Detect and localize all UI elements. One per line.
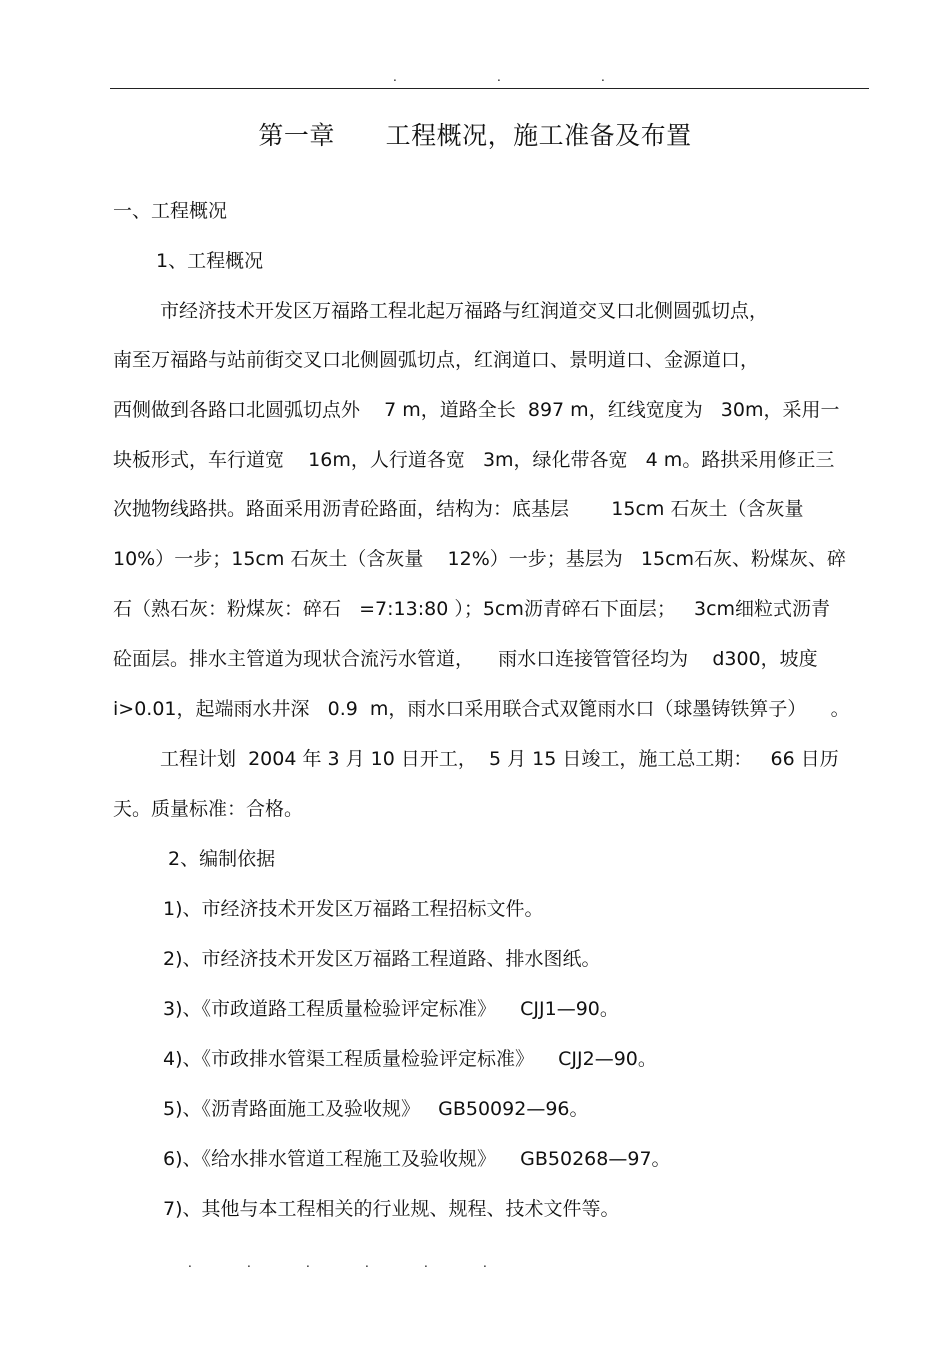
subsection-heading: 1、工程概况 [156,250,264,272]
footer-dot: . [306,1256,310,1270]
footer-dot: . [483,1256,487,1270]
header-dot: . [393,70,397,84]
footer-dot: . [365,1256,369,1270]
overview-line: 石（熟石灰：粉煤灰：碎石 =7:13:80 ）；5cm沥青碎石下面层； 3cm细粒式沥青 [113,598,831,620]
basis-item: 5)、《沥青路面施工及验收规》 GB50092—96。 [163,1098,589,1120]
section-heading: 一、工程概况 [113,200,228,222]
overview-line: 南至万福路与站前街交叉口北侧圆弧切点，红润道口、景明道口、金源道口， [113,349,760,371]
basis-item: 7)、其他与本工程相关的行业规、规程、技术文件等。 [163,1198,620,1220]
basis-item: 1)、市经济技术开发区万福路工程招标文件。 [163,898,544,920]
header-dot: . [601,70,605,84]
overview-line: 市经济技术开发区万福路工程北起万福路与红润道交叉口北侧圆弧切点， [160,300,769,322]
overview-line: 次抛物线路拱。路面采用沥青砼路面，结构为：底基层 15cm 石灰土（含灰量 [113,498,804,520]
schedule-line: 天。质量标准：合格。 [113,798,304,820]
overview-line: 西侧做到各路口北圆弧切点外 7 m，道路全长 897 m，红线宽度为 30m，采用一 [113,399,840,421]
header-dots [0,70,950,84]
basis-item: 3)、《市政道路工程质量检验评定标准》 CJJ1—90。 [163,998,619,1020]
header-dot: . [497,70,501,84]
overview-line: 10%）一步；15cm 石灰土（含灰量 12%）一步；基层为 15cm石灰、粉煤灰、碎 [113,548,847,570]
basis-item: 6)、《给水排水管道工程施工及验收规》 GB50268—97。 [163,1148,671,1170]
page-title: 第一章 工程概况，施工准备及布置 [258,121,692,150]
overview-line: 块板形式，车行道宽 16m，人行道各宽 3m，绿化带各宽 4 m。路拱采用修正三 [113,449,835,471]
basis-item: 4)、《市政排水管渠工程质量检验评定标准》 CJJ2—90。 [163,1048,657,1070]
footer-dot: . [247,1256,251,1270]
overview-line: 砼面层。排水主管道为现状合流污水管道， 雨水口连接管管径均为 d300，坡度 [113,648,818,670]
schedule-line: 工程计划 2004 年 3 月 10 日开工， 5 月 15 日竣工，施工总工期： 66 日历 [160,748,839,770]
overview-line: i>0.01，起端雨水井深 0.9 m，雨水口采用联合式双篦雨水口（球墨铸铁箅子） 。 [113,698,850,720]
subsection-heading: 2、编制依据 [168,848,276,870]
footer-dot: . [188,1256,192,1270]
basis-item: 2)、市经济技术开发区万福路工程道路、排水图纸。 [163,948,601,970]
footer-dots [0,1256,950,1270]
header-rule [110,88,869,89]
footer-dot: . [424,1256,428,1270]
